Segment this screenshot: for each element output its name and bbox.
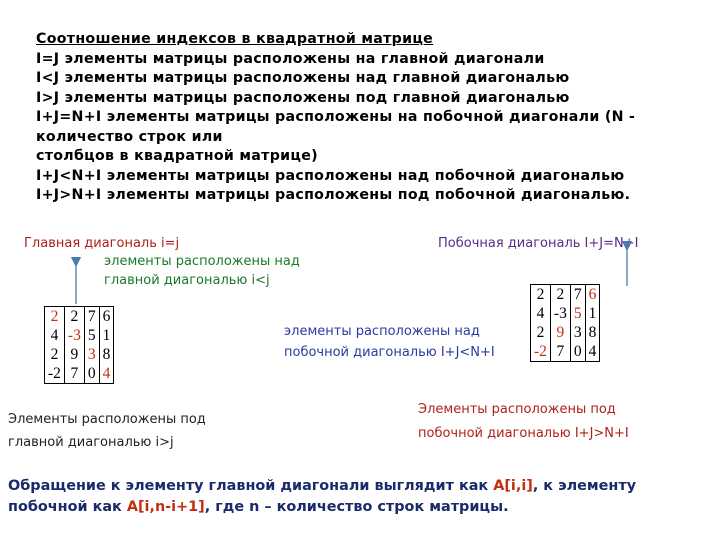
matrix-cell: 4 — [99, 364, 114, 384]
above-side-label-1: элементы расположены над — [284, 324, 480, 339]
footer-text-1: Обращение к элементу главной диагонали выглядит как — [8, 478, 494, 494]
matrix-cell: 4 — [531, 304, 551, 323]
matrix-cell: 6 — [585, 285, 600, 305]
rule-line: I>J элементы матрицы расположены под главной диагональю — [36, 89, 570, 106]
rule-line: I+J>N+I элементы матрицы расположены под побочной диагональю. — [36, 187, 631, 203]
matrix-cell: -3 — [550, 304, 570, 323]
rule-line: I=J элементы матрицы расположены на главной диагонали — [36, 50, 545, 67]
above-side-label-2: побочной диагональю I+J<N+I — [284, 345, 495, 360]
matrix-cell: 4 — [585, 342, 600, 362]
matrix-cell: 2 — [550, 285, 570, 305]
matrix-cell: 0 — [570, 342, 585, 362]
footer-text-2: , к элементу побочной как — [8, 478, 637, 515]
below-side-label-2: побочной диагональю I+J>N+I — [418, 426, 629, 441]
rule-line: количество строк или — [36, 128, 223, 145]
matrix-cell: 4 — [45, 326, 65, 345]
side-diagonal-label: Побочная диагональ I+J=N+I — [438, 236, 639, 251]
above-main-label-2: главной диагональю i<j — [104, 273, 270, 288]
matrix-cell: 9 — [550, 323, 570, 342]
footer-note — [8, 476, 713, 518]
matrix-cell: 2 — [531, 323, 551, 342]
matrix-cell: 5 — [570, 304, 585, 323]
matrix-cell: 9 — [64, 345, 84, 364]
matrix-cell: 8 — [99, 345, 114, 364]
footer-code-main: A[i,i] — [493, 478, 533, 494]
matrix-cell: 7 — [550, 342, 570, 362]
matrix-cell: -2 — [45, 364, 65, 384]
matrix-cell: 7 — [570, 285, 585, 305]
matrix-cell: 5 — [84, 326, 99, 345]
matrix-cell: 2 — [64, 307, 84, 327]
matrix-cell: 1 — [585, 304, 600, 323]
matrix-cell: 7 — [84, 307, 99, 327]
matrix-cell: 2 — [45, 307, 65, 327]
above-main-label-1: элементы расположены над — [104, 254, 300, 269]
matrix-cell: 2 — [45, 345, 65, 364]
below-main-label-1: Элементы расположены под — [8, 412, 206, 427]
rule-line: столбцов в квадратной матрице) — [36, 148, 318, 164]
matrix-cell: 1 — [99, 326, 114, 345]
rule-line: I+J<N+I элементы матрицы расположены над побочной диагональю — [36, 167, 625, 184]
matrix-cell: -2 — [531, 342, 551, 362]
footer-code-side: A[i,n-i+1] — [126, 499, 205, 515]
matrix-cell: 8 — [585, 323, 600, 342]
matrix-cell: 0 — [84, 364, 99, 384]
matrix-cell: 3 — [570, 323, 585, 342]
matrix-cell: 3 — [84, 345, 99, 364]
rule-line: I<J элементы матрицы расположены над главной диагональю — [36, 70, 570, 86]
matrix-cell: -3 — [64, 326, 84, 345]
rules-title: Соотношение индексов в квадратной матрице — [36, 31, 434, 47]
matrix-cell: 6 — [99, 307, 114, 327]
main-diagonal-label: Главная диагональ i=j — [24, 236, 180, 251]
footer-text-3: , где n – количество строк матрицы. — [204, 499, 509, 515]
below-main-label-2: главной диагональю i>j — [8, 435, 174, 450]
below-side-label-1: Элементы расположены под — [418, 402, 616, 417]
matrix-cell: 7 — [64, 364, 84, 384]
rule-line: I+J=N+I элементы матрицы расположены на побочной диагонали (N - — [36, 109, 636, 125]
matrix-cell: 2 — [531, 285, 551, 305]
